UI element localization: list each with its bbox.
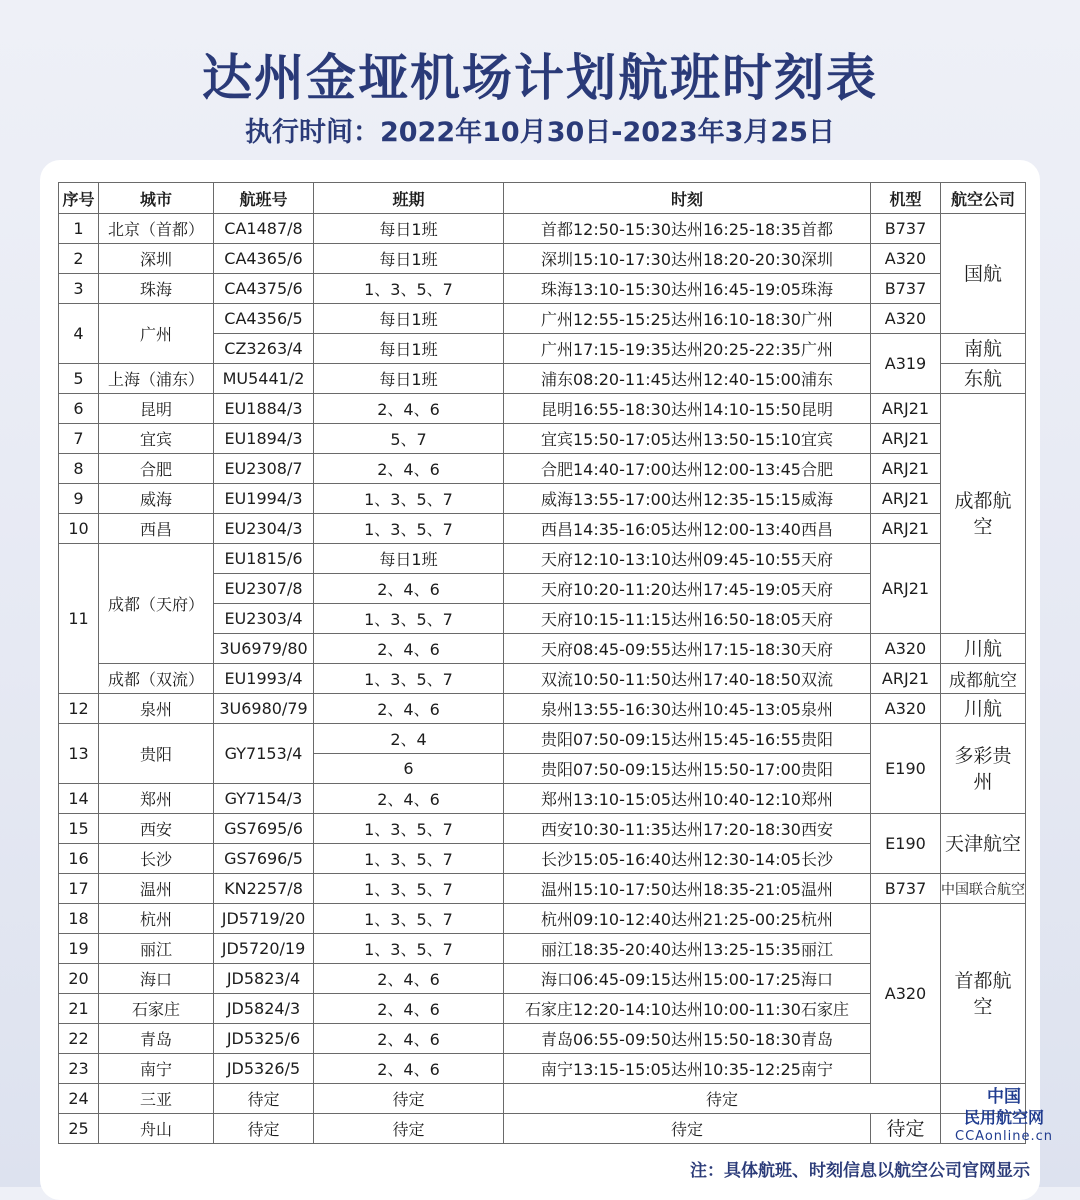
row-city: 海口 (99, 964, 214, 994)
row-days: 5、7 (314, 424, 504, 454)
row-days: 每日1班 (314, 214, 504, 244)
row-days: 2、4、6 (314, 964, 504, 994)
row-aircraft: A320 (871, 304, 941, 334)
row-days: 2、4、6 (314, 634, 504, 664)
row-days: 1、3、5、7 (314, 934, 504, 964)
row-city: 威海 (99, 484, 214, 514)
row-airline: 川航 (941, 634, 1026, 664)
row-no: 24 (59, 1084, 99, 1114)
row-no: 10 (59, 514, 99, 544)
header-airline: 航空公司 (941, 183, 1026, 214)
row-times: 郑州13:10-15:05达州10:40-12:10郑州 (504, 784, 871, 814)
table-row (59, 424, 1026, 454)
row-days: 6 (314, 754, 504, 784)
row-times: 温州15:10-17:50达州18:35-21:05温州 (504, 874, 871, 904)
row-flight: JD5325/6 (214, 1024, 314, 1054)
row-no: 20 (59, 964, 99, 994)
row-aircraft: A320 (871, 694, 941, 724)
row-times: 浦东08:20-11:45达州12:40-15:00浦东 (504, 364, 871, 394)
row-times: 天府10:15-11:15达州16:50-18:05天府 (504, 604, 871, 634)
row-flight: 3U6980/79 (214, 694, 314, 724)
row-city: 珠海 (99, 274, 214, 304)
row-times: 珠海13:10-15:30达州16:45-19:05珠海 (504, 274, 871, 304)
table-row (59, 274, 1026, 304)
row-aircraft: E190 (871, 814, 941, 874)
row-airline: 国航 (941, 214, 1026, 334)
row-no: 21 (59, 994, 99, 1024)
row-days: 1、3、5、7 (314, 844, 504, 874)
row-flight: EU1994/3 (214, 484, 314, 514)
row-no: 25 (59, 1114, 99, 1144)
row-city: 贵阳 (99, 724, 214, 784)
row-flight: EU2308/7 (214, 454, 314, 484)
header-aircraft: 机型 (871, 183, 941, 214)
header-no: 序号 (59, 183, 99, 214)
row-airline: 南航 (941, 334, 1026, 364)
row-city: 泉州 (99, 694, 214, 724)
page-title: 达州金垭机场计划航班时刻表 (202, 49, 878, 107)
row-flight: CA4365/6 (214, 244, 314, 274)
row-times: 待定 (504, 1114, 871, 1144)
row-flight: JD5824/3 (214, 994, 314, 1024)
table-row (59, 394, 1026, 424)
table-header-row (59, 183, 1026, 214)
row-times: 青岛06:55-09:50达州15:50-18:30青岛 (504, 1024, 871, 1054)
table-row (59, 814, 1026, 844)
row-flight: KN2257/8 (214, 874, 314, 904)
row-flight: EU1993/4 (214, 664, 314, 694)
row-no: 8 (59, 454, 99, 484)
row-times: 南宁13:15-15:05达州10:35-12:25南宁 (504, 1054, 871, 1084)
footnote: 注：具体航班、时刻信息以航空公司官网显示 (690, 1161, 1030, 1181)
row-airline: 中国联合航空 (941, 874, 1026, 904)
row-times: 丽江18:35-20:40达州13:25-15:35丽江 (504, 934, 871, 964)
row-flight: GS7695/6 (214, 814, 314, 844)
row-times: 广州12:55-15:25达州16:10-18:30广州 (504, 304, 871, 334)
row-flight: EU2303/4 (214, 604, 314, 634)
table-row (59, 724, 1026, 754)
row-airline: 多彩贵州 (941, 724, 1026, 814)
row-times: 杭州09:10-12:40达州21:25-00:25杭州 (504, 904, 871, 934)
row-no: 22 (59, 1024, 99, 1054)
table-row (59, 1084, 1026, 1114)
row-aircraft: ARJ21 (871, 454, 941, 484)
row-days: 1、3、5、7 (314, 604, 504, 634)
row-days: 每日1班 (314, 304, 504, 334)
row-flight: CA4375/6 (214, 274, 314, 304)
row-flight: CA4356/5 (214, 304, 314, 334)
row-days: 1、3、5、7 (314, 904, 504, 934)
row-city: 深圳 (99, 244, 214, 274)
row-flight: EU2304/3 (214, 514, 314, 544)
row-no: 13 (59, 724, 99, 784)
row-no: 16 (59, 844, 99, 874)
row-days: 每日1班 (314, 364, 504, 394)
row-times: 宜宾15:50-17:05达州13:50-15:10宜宾 (504, 424, 871, 454)
row-airline: 天津航空 (941, 814, 1026, 874)
row-times: 待定 (504, 1084, 941, 1114)
row-no: 17 (59, 874, 99, 904)
row-times: 贵阳07:50-09:15达州15:50-17:00贵阳 (504, 754, 871, 784)
row-flight: GY7154/3 (214, 784, 314, 814)
row-times: 天府08:45-09:55达州17:15-18:30天府 (504, 634, 871, 664)
row-times: 贵阳07:50-09:15达州15:45-16:55贵阳 (504, 724, 871, 754)
row-city: 西安 (99, 814, 214, 844)
row-city: 成都（双流） (99, 664, 214, 694)
row-times: 双流10:50-11:50达州17:40-18:50双流 (504, 664, 871, 694)
row-city: 长沙 (99, 844, 214, 874)
row-no: 6 (59, 394, 99, 424)
row-flight: JD5326/5 (214, 1054, 314, 1084)
row-flight: 待定 (214, 1114, 314, 1144)
header-flight: 航班号 (214, 183, 314, 214)
row-no: 23 (59, 1054, 99, 1084)
row-flight: EU1894/3 (214, 424, 314, 454)
row-days: 1、3、5、7 (314, 484, 504, 514)
row-days: 2、4、6 (314, 394, 504, 424)
row-no: 9 (59, 484, 99, 514)
row-aircraft: A319 (871, 334, 941, 394)
row-no: 18 (59, 904, 99, 934)
row-days: 每日1班 (314, 334, 504, 364)
row-times: 广州17:15-19:35达州20:25-22:35广州 (504, 334, 871, 364)
row-days: 2、4、6 (314, 574, 504, 604)
row-no: 2 (59, 244, 99, 274)
table-row (59, 1114, 1026, 1144)
row-flight: JD5823/4 (214, 964, 314, 994)
row-flight: JD5720/19 (214, 934, 314, 964)
table-row (59, 694, 1026, 724)
row-aircraft: ARJ21 (871, 664, 941, 694)
row-aircraft: ARJ21 (871, 514, 941, 544)
row-city: 三亚 (99, 1084, 214, 1114)
row-days: 每日1班 (314, 244, 504, 274)
row-city: 温州 (99, 874, 214, 904)
row-days: 待定 (314, 1114, 504, 1144)
row-times: 合肥14:40-17:00达州12:00-13:45合肥 (504, 454, 871, 484)
row-flight: JD5719/20 (214, 904, 314, 934)
row-city: 合肥 (99, 454, 214, 484)
row-aircraft: A320 (871, 244, 941, 274)
row-aircraft: A320 (871, 904, 941, 1084)
row-flight: CZ3263/4 (214, 334, 314, 364)
row-no: 7 (59, 424, 99, 454)
row-flight: GY7153/4 (214, 724, 314, 784)
table-row (59, 454, 1026, 484)
header-days: 班期 (314, 183, 504, 214)
row-flight: MU5441/2 (214, 364, 314, 394)
row-flight: 3U6979/80 (214, 634, 314, 664)
row-days: 2、4、6 (314, 1054, 504, 1084)
row-times: 首都12:50-15:30达州16:25-18:35首都 (504, 214, 871, 244)
row-no: 3 (59, 274, 99, 304)
row-times: 海口06:45-09:15达州15:00-17:25海口 (504, 964, 871, 994)
row-aircraft: ARJ21 (871, 424, 941, 454)
row-airline: 成都航空 (941, 394, 1026, 634)
table-row (59, 544, 1026, 574)
table-row (59, 214, 1026, 244)
row-airline: 首都航空 (941, 904, 1026, 1084)
row-city: 宜宾 (99, 424, 214, 454)
row-no: 11 (59, 544, 99, 694)
row-aircraft: B737 (871, 874, 941, 904)
row-aircraft: B737 (871, 274, 941, 304)
row-airline: 东航 (941, 364, 1026, 394)
watermark-line3: CCAonline.cn (955, 1129, 1053, 1144)
row-flight: GS7696/5 (214, 844, 314, 874)
row-times: 天府12:10-13:10达州09:45-10:55天府 (504, 544, 871, 574)
row-days: 1、3、5、7 (314, 814, 504, 844)
row-city: 丽江 (99, 934, 214, 964)
row-city: 北京（首都） (99, 214, 214, 244)
row-days: 待定 (314, 1084, 504, 1114)
watermark-line2: 民用航空网 (963, 1108, 1044, 1127)
row-times: 深圳15:10-17:30达州18:20-20:30深圳 (504, 244, 871, 274)
row-aircraft: A320 (871, 634, 941, 664)
row-aircraft: B737 (871, 214, 941, 244)
row-days: 1、3、5、7 (314, 274, 504, 304)
row-flight: EU1884/3 (214, 394, 314, 424)
row-no: 15 (59, 814, 99, 844)
row-aircraft: ARJ21 (871, 544, 941, 634)
row-no: 4 (59, 304, 99, 364)
row-city: 成都（天府） (99, 544, 214, 664)
row-days: 2、4 (314, 724, 504, 754)
row-city: 郑州 (99, 784, 214, 814)
row-aircraft: E190 (871, 724, 941, 814)
row-city: 青岛 (99, 1024, 214, 1054)
row-days: 1、3、5、7 (314, 514, 504, 544)
table-row (59, 514, 1026, 544)
table-row (59, 484, 1026, 514)
row-flight: EU2307/8 (214, 574, 314, 604)
flight-schedule-table (58, 182, 1026, 1144)
row-no: 5 (59, 364, 99, 394)
row-times: 西昌14:35-16:05达州12:00-13:40西昌 (504, 514, 871, 544)
row-city: 昆明 (99, 394, 214, 424)
row-days: 2、4、6 (314, 994, 504, 1024)
row-days: 2、4、6 (314, 1024, 504, 1054)
row-city: 杭州 (99, 904, 214, 934)
table-row (59, 904, 1026, 934)
row-no: 1 (59, 214, 99, 244)
row-times: 威海13:55-17:00达州12:35-15:15威海 (504, 484, 871, 514)
row-times: 石家庄12:20-14:10达州10:00-11:30石家庄 (504, 994, 871, 1024)
row-flight: CA1487/8 (214, 214, 314, 244)
table-row (59, 664, 1026, 694)
row-days: 2、4、6 (314, 784, 504, 814)
row-days: 每日1班 (314, 544, 504, 574)
row-days: 1、3、5、7 (314, 664, 504, 694)
row-aircraft: ARJ21 (871, 484, 941, 514)
row-no: 19 (59, 934, 99, 964)
ccaonline-watermark (944, 1086, 1064, 1166)
row-days: 2、4、6 (314, 454, 504, 484)
row-days: 2、4、6 (314, 694, 504, 724)
row-city: 南宁 (99, 1054, 214, 1084)
schedule-period: 执行时间：2022年10月30日-2023年3月25日 (244, 117, 835, 148)
row-times: 长沙15:05-16:40达州12:30-14:05长沙 (504, 844, 871, 874)
header-city: 城市 (99, 183, 214, 214)
table-row (59, 244, 1026, 274)
row-times: 泉州13:55-16:30达州10:45-13:05泉州 (504, 694, 871, 724)
row-times: 昆明16:55-18:30达州14:10-15:50昆明 (504, 394, 871, 424)
row-days: 1、3、5、7 (314, 874, 504, 904)
watermark-line1: 中国 (987, 1087, 1021, 1107)
row-no: 14 (59, 784, 99, 814)
row-airline: 成都航空 (941, 664, 1026, 694)
row-city: 石家庄 (99, 994, 214, 1024)
row-city: 西昌 (99, 514, 214, 544)
row-aircraft: ARJ21 (871, 394, 941, 424)
table-row (59, 304, 1026, 334)
table-row (59, 874, 1026, 904)
row-city: 广州 (99, 304, 214, 364)
row-airline: 川航 (941, 694, 1026, 724)
row-flight: 待定 (214, 1084, 314, 1114)
row-times: 天府10:20-11:20达州17:45-19:05天府 (504, 574, 871, 604)
row-flight: EU1815/6 (214, 544, 314, 574)
row-city: 上海（浦东） (99, 364, 214, 394)
header-times: 时刻 (504, 183, 871, 214)
row-city: 舟山 (99, 1114, 214, 1144)
row-times: 西安10:30-11:35达州17:20-18:30西安 (504, 814, 871, 844)
row-no: 12 (59, 694, 99, 724)
row-aircraft: 待定 (871, 1114, 941, 1144)
